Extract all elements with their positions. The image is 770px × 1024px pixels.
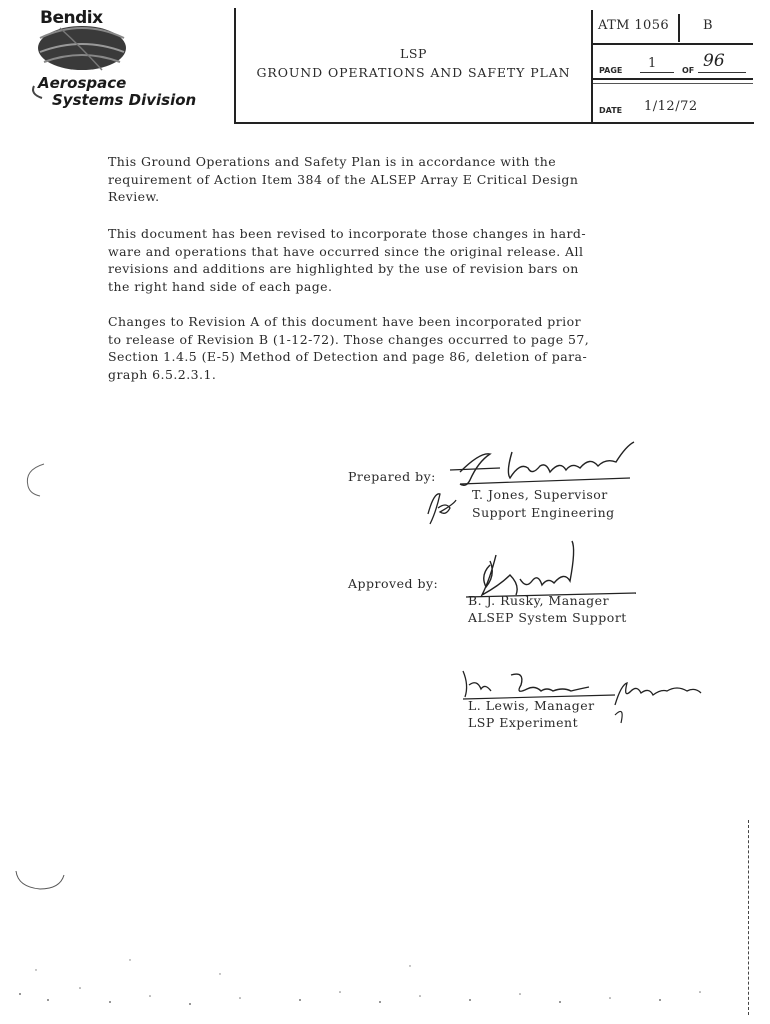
text-line: This Ground Operations and Safety Plan is in accordance with the — [108, 154, 557, 169]
page-total-underline — [698, 72, 746, 73]
text-line: requirement of Action Item 384 of the ALSEP Array E Critical Design — [108, 171, 579, 187]
experiment-manager-name: L. Lewis, Manager — [468, 698, 595, 713]
prepared-by-label: Prepared by: — [348, 469, 436, 484]
header-rule — [593, 83, 753, 84]
revision-letter: B — [703, 18, 713, 33]
text-line: Changes to Revision A of this document have been incorporated prior — [108, 314, 582, 329]
document-date: 1/12/72 — [644, 99, 698, 114]
document-title: GROUND OPERATIONS AND SAFETY PLAN — [256, 65, 571, 80]
text-line: the right hand side of each page. — [108, 278, 333, 294]
header-rule — [593, 43, 753, 45]
document-title-short: LSP — [399, 46, 428, 61]
doc-number-separator — [678, 14, 680, 42]
approved-by-title: ALSEP System Support — [468, 610, 627, 625]
text-line: Section 1.4.5 (E-5) Method of Detection and page 86, deletion of para- — [108, 349, 588, 364]
text-line: Review. — [108, 189, 160, 204]
header-divider — [591, 10, 593, 122]
text-line: graph 6.5.2.3.1. — [108, 366, 217, 382]
page-label: PAGE — [599, 66, 623, 75]
scan-noise — [0, 930, 770, 1024]
page-total: 96 — [703, 51, 725, 71]
text-line: ware and operations that have occurred since the original release. All — [108, 243, 584, 259]
division-line-2: Systems Division — [52, 91, 197, 109]
experiment-manager-title: LSP Experiment — [468, 715, 579, 730]
date-label: DATE — [599, 106, 623, 115]
page-number-underline — [640, 72, 674, 73]
header-bottom-border — [234, 122, 754, 124]
margin-mark — [10, 865, 70, 895]
text-line: revisions and additions are highlighted by the use of revision bars on — [108, 261, 579, 276]
margin-mark — [14, 460, 64, 500]
company-name: Bendix — [40, 8, 103, 28]
approved-by-name: B. J. Rusky, Manager — [468, 593, 610, 608]
header-rule — [593, 78, 753, 80]
page-number: 1 — [648, 56, 657, 71]
division-line-1: Aerospace — [38, 74, 127, 92]
prepared-by-name: T. Jones, Supervisor — [472, 487, 608, 502]
approved-by-label: Approved by: — [348, 576, 439, 591]
of-label: OF — [682, 66, 695, 75]
revision-paragraph — [108, 225, 668, 295]
intro-paragraph — [108, 153, 668, 206]
text-line: to release of Revision B (1-12-72). Those changes occurred to page 57, — [108, 331, 590, 347]
changes-paragraph — [108, 313, 668, 383]
prepared-by-title: Support Engineering — [472, 505, 615, 520]
text-line: This document has been revised to incorporate those changes in hard- — [108, 226, 587, 241]
document-number: ATM 1056 — [598, 18, 670, 33]
